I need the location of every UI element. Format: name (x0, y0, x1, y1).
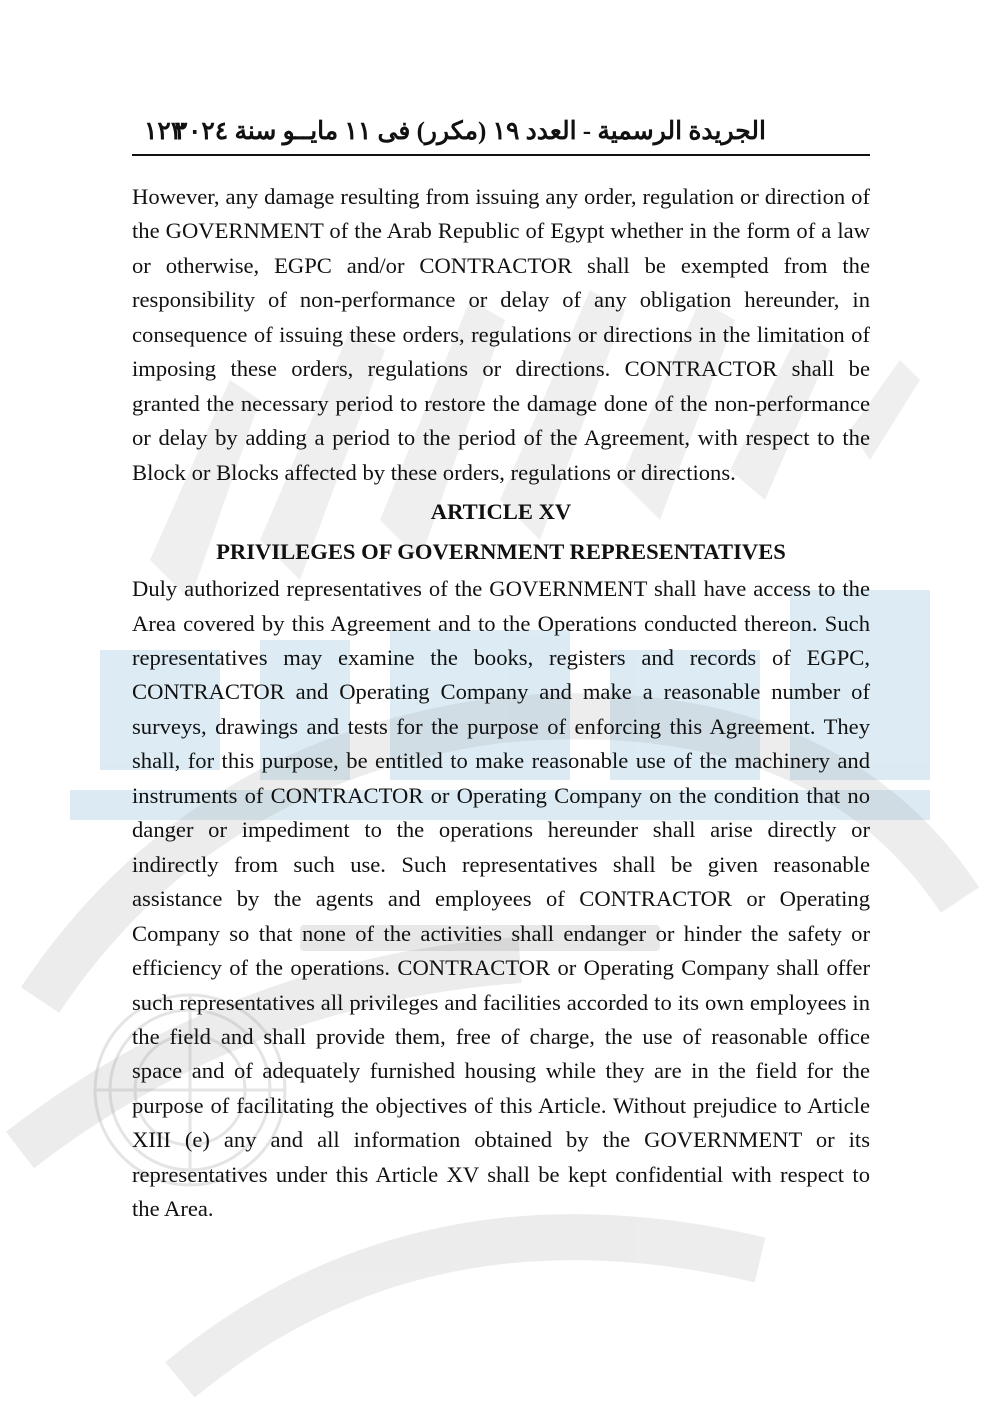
paragraph-damage-exemption: However, any damage resulting from issuing any order, regulation or direction of the GOVERNMENT of the Arab Republic of Egypt whether in the form of a law or otherwise, EGPC and/or CONTRACTOR shall be exempted from the responsibility of non-performance or delay of any obligation hereunder, in consequence of issuing these orders, regulations or directions in the limitation of imposing these orders, regulations or directions. CONTRACTOR shall be granted the necessary period to restore the damage done of the non-performance or delay by adding a period to the period of the Agreement, with respect to the Block or Blocks affected by these orders, regulations or directions. (132, 184, 870, 485)
document-body (132, 180, 870, 1227)
paragraph-government-representatives: Duly authorized representatives of the GOVERNMENT shall have access to the Area covered by this Agreement and to the Operations conducted thereon. Such representatives may examine the books, registers and records of EGPC, CONTRACTOR and Operating Company and make a reasonable number of surveys, drawings and tests for the purpose of enforcing this Agreement. They shall, for this purpose, be entitled to make reasonable use of the machinery and instruments of CONTRACTOR or Operating Company on the condition that no danger or impediment to the operations hereunder shall arise directly or indirectly from such use. Such representatives shall be given reasonable assistance by the agents and employees of CONTRACTOR or Operating Company so that none of the activities shall endanger or hinder the safety or efficiency of the operations. CONTRACTOR or Operating Company shall offer such representatives all privileges and facilities accorded to its own employees in the field and shall provide them, free of charge, the use of reasonable office space and of adequately furnished housing while they are in the field for the purpose of facilitating the objectives of this Article. Without prejudice to Article XIII (e) any and all information obtained by the GOVERNMENT or its representatives under this Article XV shall be kept confidential with respect to the Area. (132, 576, 870, 1222)
page-header (132, 110, 870, 156)
gazette-header-title: الجريدة الرسمية - العدد ١٩ (مكرر) فى ١١ مايــو سنة ٢٠٢٤ (174, 118, 766, 145)
article-title: PRIVILEGES OF GOVERNMENT REPRESENTATIVES (216, 539, 786, 565)
header-rule (132, 154, 870, 156)
page-number: ١٢٣ (144, 118, 185, 145)
article-heading: ARTICLE XV (430, 499, 572, 525)
